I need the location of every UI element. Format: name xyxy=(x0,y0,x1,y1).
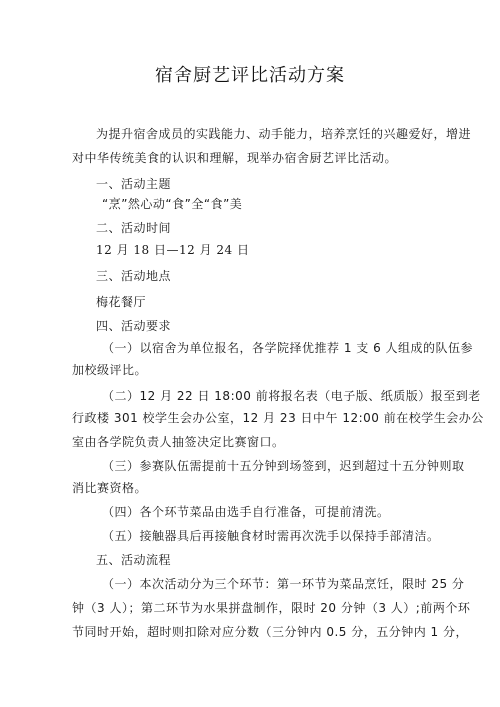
requirement-1-line-1: （一）以宿舍为单位报名，各学院择优推荐 1 支 6 人组成的队伍参 xyxy=(102,341,474,355)
requirement-5: （五）接触器具后再接触食材时需再次洗手以保持手部清洁。 xyxy=(102,529,440,543)
document-title: 宿舍厨艺评比活动方案 xyxy=(155,65,345,86)
requirement-3-line-2: 消比赛资格。 xyxy=(72,481,148,495)
requirement-1-line-2: 加校级评比。 xyxy=(72,363,148,377)
process-1-line-1: （一）本次活动分为三个环节：第一环节为菜品烹饪，限时 25 分 xyxy=(102,577,465,591)
location-text: 梅花餐厅 xyxy=(96,295,147,309)
requirement-4: （四）各个环节菜品由选手自行准备，可提前清洗。 xyxy=(102,505,390,519)
section-heading-time: 二、活动时间 xyxy=(96,221,172,235)
requirement-2-line-3: 室由各学院负责人抽签决定比赛窗口。 xyxy=(72,435,285,449)
theme-text: “烹”然心动“食”全“食”美 xyxy=(102,197,243,211)
intro-line-1: 为提升宿舍成员的实践能力、动手能力，培养烹饪的兴趣爱好，增进 xyxy=(96,127,472,141)
process-1-line-3: 节同时开始，超时则扣除对应分数（三分钟内 0.5 分，五分钟内 1 分， xyxy=(72,625,468,639)
section-heading-process: 五、活动流程 xyxy=(96,553,172,567)
time-text: 12 月 18 日—12 月 24 日 xyxy=(96,243,250,257)
requirement-2-line-1: （二）12 月 22 日 18:00 前将报名表（电子版、纸质版）报至到老 xyxy=(102,389,481,403)
process-1-line-2: 钟（3 人）；第二环节为水果拼盘制作，限时 20 分钟（3 人）;前两个环 xyxy=(72,601,471,615)
requirement-3-line-1: （三）参赛队伍需提前十五分钟到场签到，迟到超过十五分钟则取 xyxy=(102,459,465,473)
section-heading-requirements: 四、活动要求 xyxy=(96,319,172,333)
requirement-2-line-2: 行政楼 301 校学生会办公室，12 月 23 日中午 12:00 前在校学生会办公 xyxy=(72,411,484,425)
section-heading-theme: 一、活动主题 xyxy=(96,177,172,191)
section-heading-location: 三、活动地点 xyxy=(96,269,172,283)
intro-line-2: 对中华传统美食的认识和理解，现举办宿舍厨艺评比活动。 xyxy=(72,151,398,165)
